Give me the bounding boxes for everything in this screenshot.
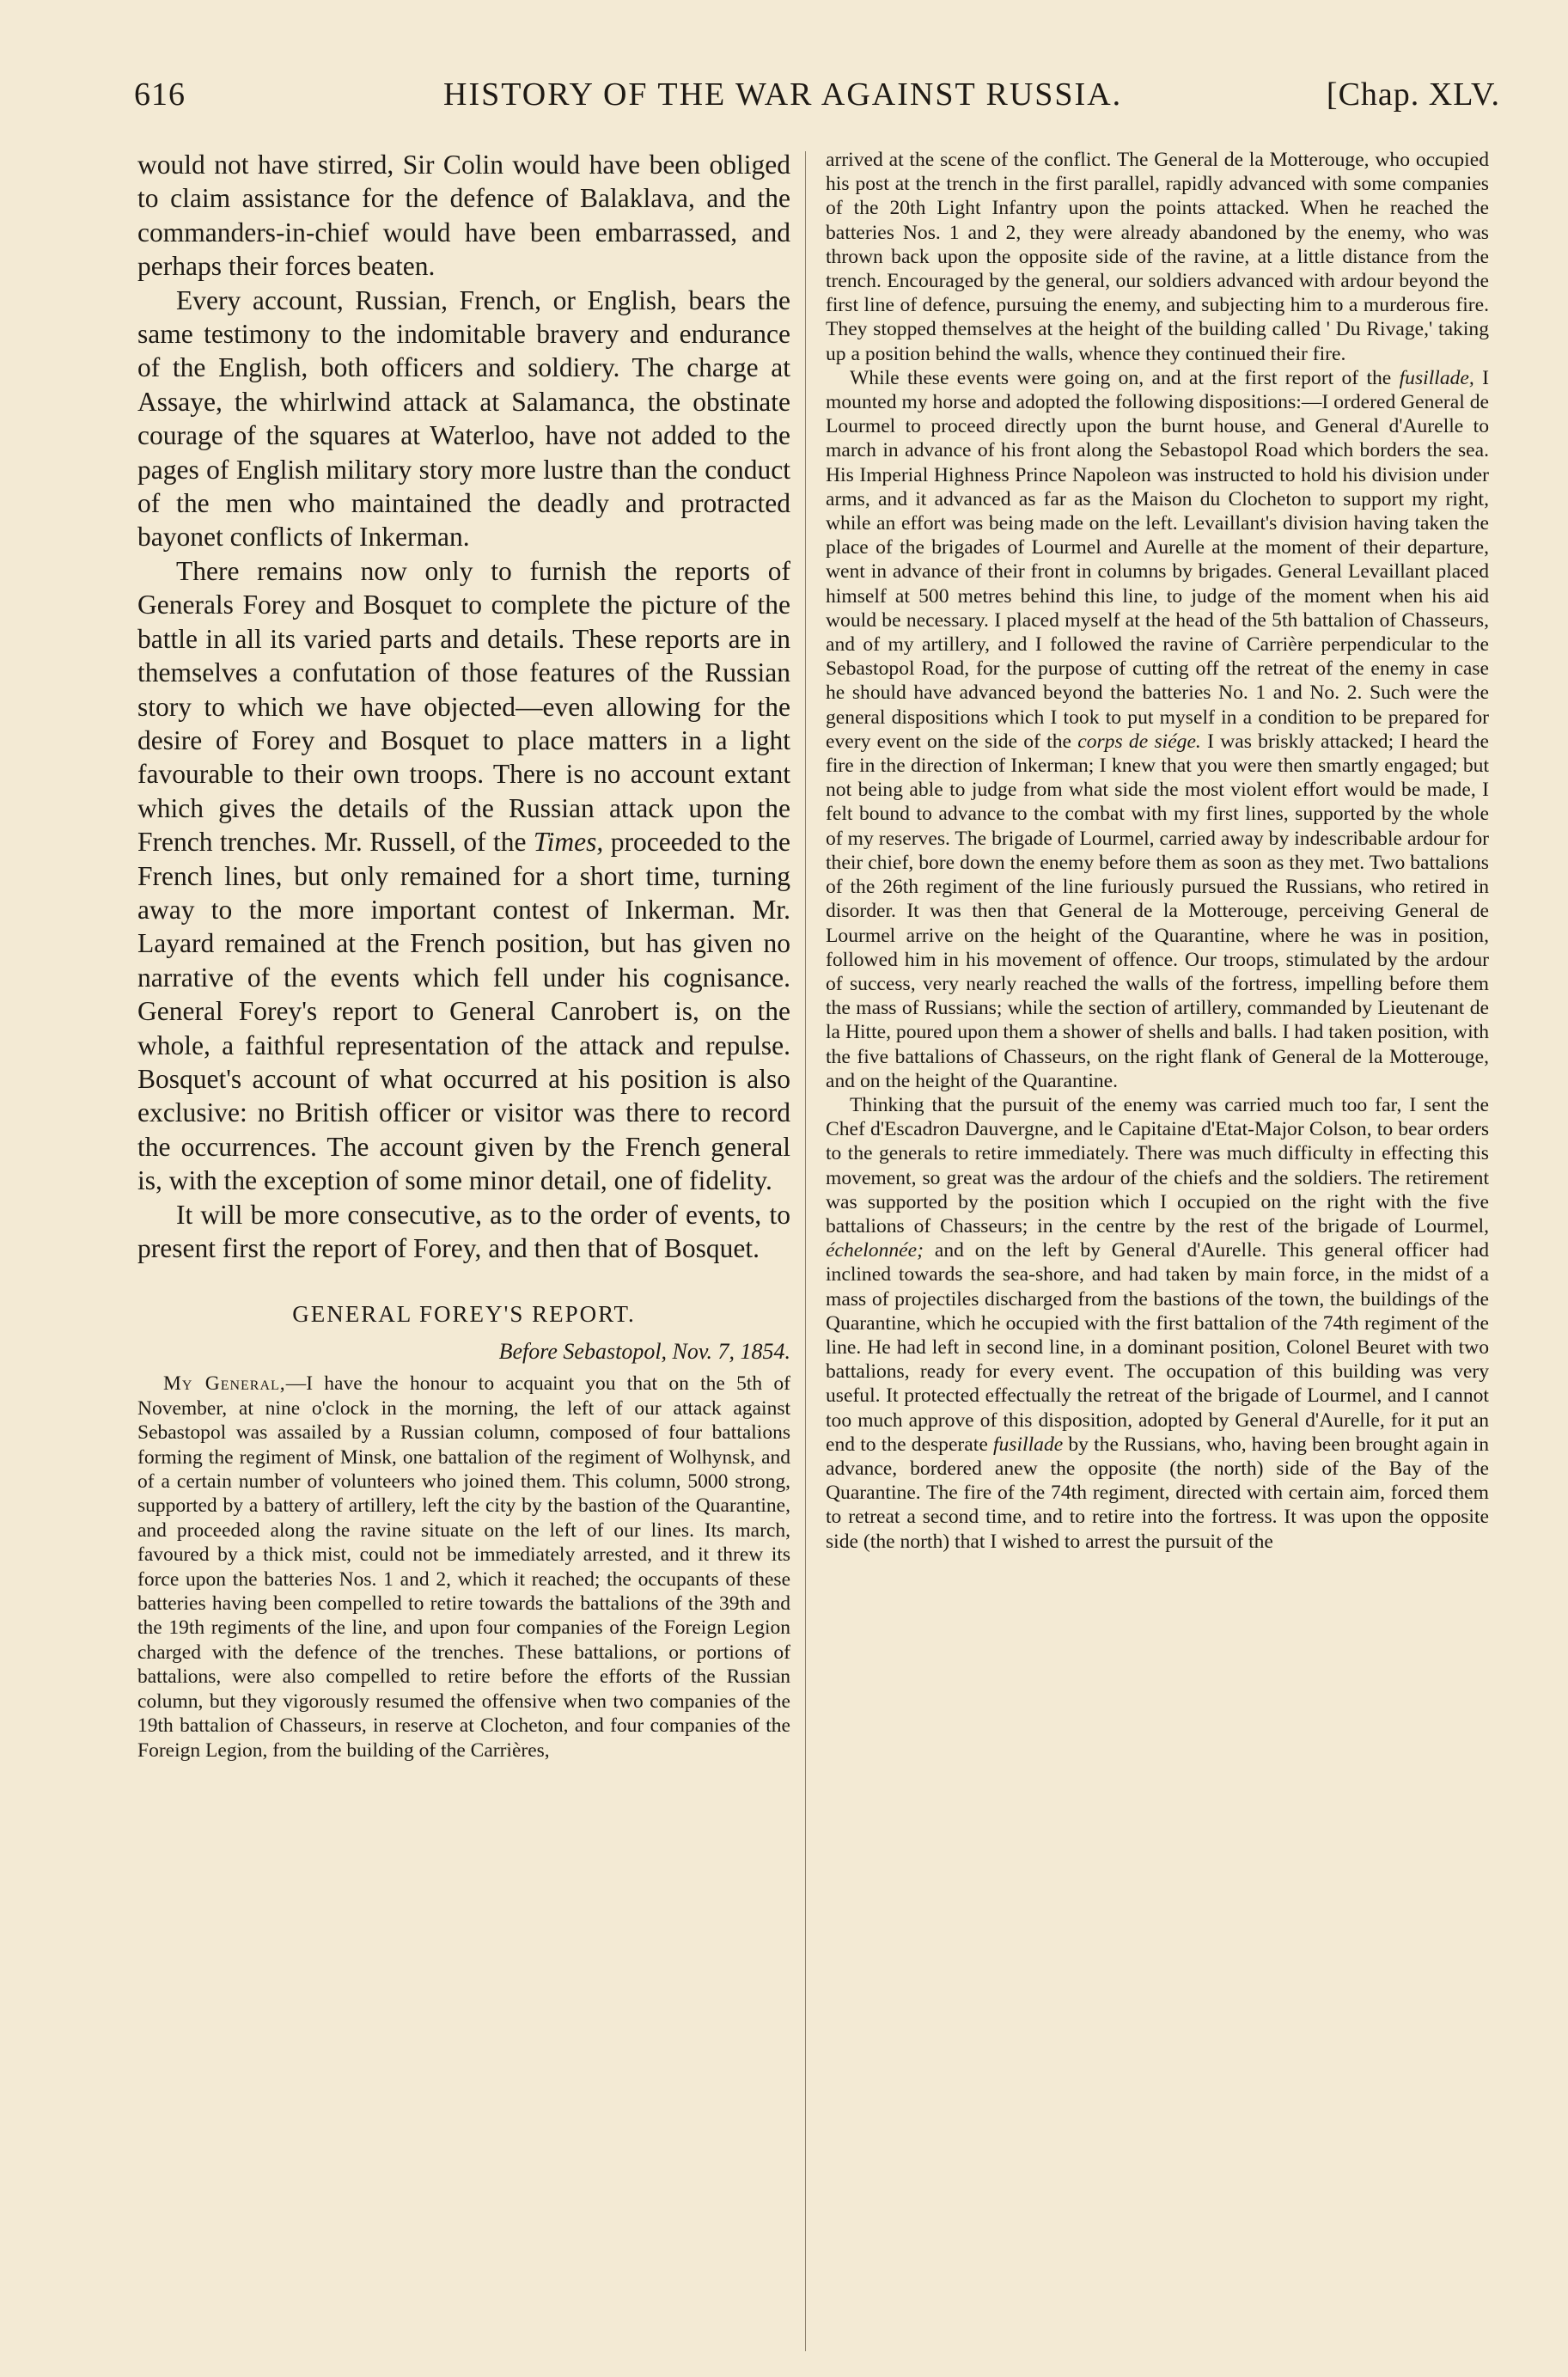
echelonnee-italic: échelonnée; xyxy=(826,1239,924,1262)
right-column xyxy=(826,148,1489,1554)
report-heading: GENERAL FOREY'S REPORT. xyxy=(292,1301,636,1328)
paragraph-reports xyxy=(137,554,790,1198)
report-paragraph-3 xyxy=(826,1093,1489,1554)
left-column xyxy=(137,148,790,1763)
report-paragraph-2-text-a: While these events were going on, and at the first report of the xyxy=(850,366,1400,389)
report-paragraph-3-text-a: Thinking that the pursuit of the enemy was carried much too far, I sent the Chef d'Escadron Dauvergne, and le Capitaine d'Etat-Major Colson, to bear orders to the generals to retire immediately. There was much difficulty in effecting this movement, so great was the ardour of the chiefs and the soldiers. The retirement was supported by the position which I occupied on the right with the five battalions of Chasseurs; in the centre by the rest of the brigade of Lourmel, xyxy=(826,1093,1489,1237)
times-newspaper-name: Times, xyxy=(533,827,604,858)
salutation: My General, xyxy=(163,1372,286,1396)
paragraph-continuation: would not have stirred, Sir Colin would have been obliged to claim assistance for the defence of Balaklava, and the commanders-in-chief would have been embarrassed, and perhaps their forces beaten. xyxy=(137,150,790,282)
report-paragraph-2-text-b: I mounted my horse and adopted the following dispositions:—I ordered General de Lourmel to proceed directly upon the burnt house, and General d'Aurelle to march in advance of his front along the Sebastopol Road which borders the sea. His Imperial Highness Prince Napoleon was instructed to hold his division under arms, and it advanced as far as the Maison du Clocheton to support my right, while an effort was being made on the left. Levaillant's division having taken the place of the brigades of Lourmel and Aurelle at the moment of their departure, went in advance of their front in columns by brigades. General Levaillant placed himself at 500 metres behind this line, to judge of the moment when his aid would be necessary. I placed myself at the head of the 5th battalion of Chasseurs, and of my artillery, and I followed the ravine of Carrière perpendicular to the Sebastopol Road, for the purpose of cutting off the retreat of the enemy in case he should have advanced beyond the batteries No. 1 and No. 2. Such were the general dispositions which I took to put myself in a condition to be prepared for every event on the side of the xyxy=(826,366,1489,753)
column-divider xyxy=(805,151,806,2351)
report-paragraph-3-text-c: by the Russians, who, having been brought again in advance, bordered anew the opposite (the north) side of the Bay of the Quarantine. The fire of the 74th regiment, directed with certain aim, forced them to retreat a second time, and to retire into the fortress. It was upon the opposite side (the north) that I wished to arrest the pursuit of the xyxy=(826,1433,1489,1553)
paragraph-reports-text-a: There remains now only to furnish the reports of Generals Forey and Bosquet to complete the picture of the battle in all its varied parts and details. These reports are in themselves a confutation of those features of the Russian story to which we have objected—even allowing for the desire of Forey and Bosquet to place matters in a light favourable to their own troops. There is no account extant which gives the details of the Russian attack upon the French trenches. Mr. Russell, of the xyxy=(137,555,790,858)
running-head xyxy=(134,76,1500,127)
paragraph-reports-text-b: proceeded to the French lines, but only remained for a short time, turning away to the more important contest of Inkerman. Mr. Layard remained at the French position, but has given no narrative of the events which fell under his cognisance. General Forey's report to General Canrobert is, on the whole, a faithful representation of the attack and repulse. Bosquet's account of what occurred at his position is also exclusive: no British officer or visitor was there to record the occurrences. The account given by the French general is, with the exception of some minor detail, one of fidelity. xyxy=(137,827,790,1196)
page-number: 616 xyxy=(134,76,186,113)
corps-de-siege-italic: corps de siége. xyxy=(1077,730,1201,753)
report-dateline: Before Sebastopol, Nov. 7, 1854. xyxy=(498,1339,790,1365)
report-paragraph-3-text-b: and on the left by General d'Aurelle. This general officer had inclined towards the sea-shore, and had taken by main force, in the midst of a mass of projectiles discharged from the bastions of the town, the buildings of the Quarantine, which he occupied with the first battalion of the 74th regiment of the line. He had left in second line, in a dominant position, Colonel Beuret with two battalions, ready for every event. The occupation of this building was very useful. It protected effectually the retreat of the brigade of Lourmel, and I cannot too much approve of this disposition, adopted by General d'Aurelle, for it put an end to the desperate xyxy=(826,1239,1489,1456)
report-paragraph-1: arrived at the scene of the conflict. The General de la Motterouge, who occupied his post at the trench in the first parallel, rapidly advanced with some companies of the 20th Light Infantry upon the points attacked. When he reached the batteries Nos. 1 and 2, they were already abandoned by the enemy, who was thrown back upon the opposite side of the ravine, at a little distance from the trench. Encouraged by the general, our soldiers advanced with ardour beyond the first line of defence, pursuing the enemy, and subjecting him to a murderous fire. They stopped themselves at the height of the building called ' Du Rivage,' taking up a position behind the walls, whence they continued their fire. xyxy=(826,149,1489,365)
report-letter-opening xyxy=(137,1372,790,1763)
paragraph-testimony: Every account, Russian, French, or English, bears the same testimony to the indomitable bravery and endurance of the English, both officers and soldiery. The charge at Assaye, the whirlwind attack at Salamanca, the obstinate courage of the squares at Waterloo, have not added to the pages of English military story more lustre than the conduct of the men who maintained the deadly and protracted bayonet conflicts of Inkerman. xyxy=(137,284,790,553)
chapter-reference: [Chap. XLV. xyxy=(1326,76,1500,113)
report-paragraph-2 xyxy=(826,366,1489,1093)
fusillade-italic-2: fusillade xyxy=(992,1433,1064,1456)
running-title: HISTORY OF THE WAR AGAINST RUSSIA. xyxy=(443,76,1123,113)
fusillade-italic: fusillade, xyxy=(1399,366,1474,389)
paragraph-order-of-events: It will be more consecutive, as to the order of events, to present first the report of Forey, and then that of Bosquet. xyxy=(137,1199,790,1263)
report-letter-text: —I have the honour to acquaint you that on the 5th of November, at nine o'clock in the morning, the left of our attack against Sebastopol was assailed by a Russian column, composed of four battalions forming the regiment of Minsk, one battalion of the regiment of Wolhynsk, and of a certain number of volunteers who joined them. This column, 5000 strong, supported by a battery of artillery, left the city by the bastion of the Quarantine, and proceeded along the ravine situate on the left of our lines. Its march, favoured by a thick mist, could not be immediately arrested, and it threw its force upon the batteries Nos. 1 and 2, which it reached; the occupants of these batteries having been compelled to retire towards the battalions of the 39th and the 19th regiments of the line, and upon four companies of the Foreign Legion charged with the defence of the trenches. These battalions, or portions of battalions, were also compelled to retire before the efforts of the Russian column, but they vigorously resumed the offensive when two companies of the 19th battalion of Chasseurs, in reserve at Clocheton, and four companies of the Foreign Legion, from the building of the Carrières, xyxy=(137,1372,790,1762)
report-paragraph-2-text-c: I was briskly attacked; I heard the fire in the direction of Inkerman; I knew that you were then smartly engaged; but not being able to judge from what side the most violent effort would be made, I felt bound to advance to the combat with my first lines, supported by the whole of my reserves. The brigade of Lourmel, carried away by indescribable ardour for their chief, bore down the enemy before them as soon as they met. Two battalions of the 26th regiment of the line furiously pursued the Russians, who retired in disorder. It was then that General de la Motterouge, perceiving General de Lourmel arrive on the height of the Quarantine, where he was in position, followed him in his movement of offence. Our troops, stimulated by the ardour of success, very nearly reached the walls of the fortress, impelling before them the mass of Russians; while the section of artillery, commanded by Lieutenant de la Hitte, poured upon them a shower of shells and balls. I had taken position, with the five battalions of Chasseurs, on the right flank of General de la Motterouge, and on the height of the Quarantine. xyxy=(826,730,1489,1092)
